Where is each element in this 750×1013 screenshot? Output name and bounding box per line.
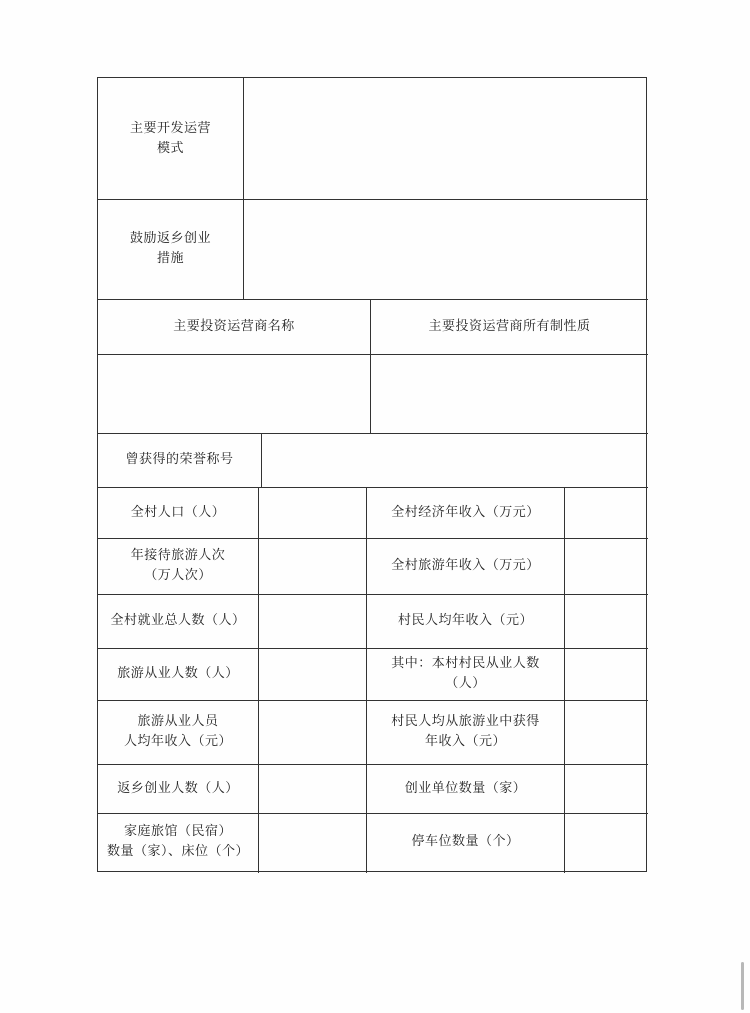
label-tourism-employees: 旅游从业人数（人）: [117, 666, 239, 681]
label-investor-name: 主要投资运营商名称: [173, 318, 295, 334]
input-honors[interactable]: [262, 433, 648, 487]
label-local-villager-employees: 其中：本村村民从业人数 （人）: [391, 656, 540, 691]
input-annual-tourist-visits[interactable]: [259, 538, 366, 594]
label-tourism-employee-income: 旅游从业人员 人均年收入（元）: [123, 714, 232, 749]
input-guesthouse-count-beds[interactable]: [259, 813, 366, 871]
scrollbar-thumb[interactable]: [741, 962, 744, 1010]
label-dev-mode: 主要开发运营 模式: [129, 120, 211, 156]
label-village-tourism-income: 全村旅游年收入（万元）: [391, 558, 540, 573]
label-investor-ownership: 主要投资运营商所有制性质: [428, 318, 591, 334]
label-villager-tourism-income: 村民人均从旅游业中获得 年收入（元）: [391, 714, 540, 749]
input-local-villager-employees[interactable]: [565, 648, 648, 700]
application-form-table: [97, 77, 647, 872]
input-dev-mode[interactable]: [244, 78, 648, 199]
label-villager-per-capita-income: 村民人均年收入（元）: [397, 613, 533, 628]
input-tourism-employee-income[interactable]: [259, 700, 366, 764]
input-village-economic-income[interactable]: [565, 487, 648, 538]
label-honors: 曾获得的荣誉称号: [125, 452, 234, 467]
input-investor-name[interactable]: [98, 354, 370, 433]
input-tourism-employees[interactable]: [259, 648, 366, 700]
input-total-employment[interactable]: [259, 594, 366, 648]
label-total-employment: 全村就业总人数（人）: [110, 613, 246, 628]
input-parking-spaces[interactable]: [565, 813, 648, 871]
input-startup-measures[interactable]: [244, 199, 648, 299]
input-returning-entrepreneurs[interactable]: [259, 764, 366, 813]
label-guesthouse-count-beds: 家庭旅馆（民宿） 数量（家）、床位（个）: [106, 824, 249, 859]
input-village-tourism-income[interactable]: [565, 538, 648, 594]
label-parking-spaces: 停车位数量（个）: [411, 834, 520, 849]
label-returning-entrepreneurs: 返乡创业人数（人）: [117, 780, 239, 796]
label-village-population: 全村人口（人）: [130, 504, 226, 520]
input-villager-tourism-income[interactable]: [565, 700, 648, 764]
input-business-count[interactable]: [565, 764, 648, 813]
input-village-population[interactable]: [259, 487, 366, 538]
input-villager-per-capita-income[interactable]: [565, 594, 648, 648]
label-village-economic-income: 全村经济年收入（万元）: [391, 504, 540, 520]
label-startup-measures: 鼓励返乡创业 措施: [129, 231, 211, 266]
label-business-count: 创业单位数量（家）: [404, 780, 527, 796]
input-investor-ownership[interactable]: [371, 354, 648, 433]
label-annual-tourist-visits: 年接待旅游人次 （万人次）: [130, 548, 226, 583]
